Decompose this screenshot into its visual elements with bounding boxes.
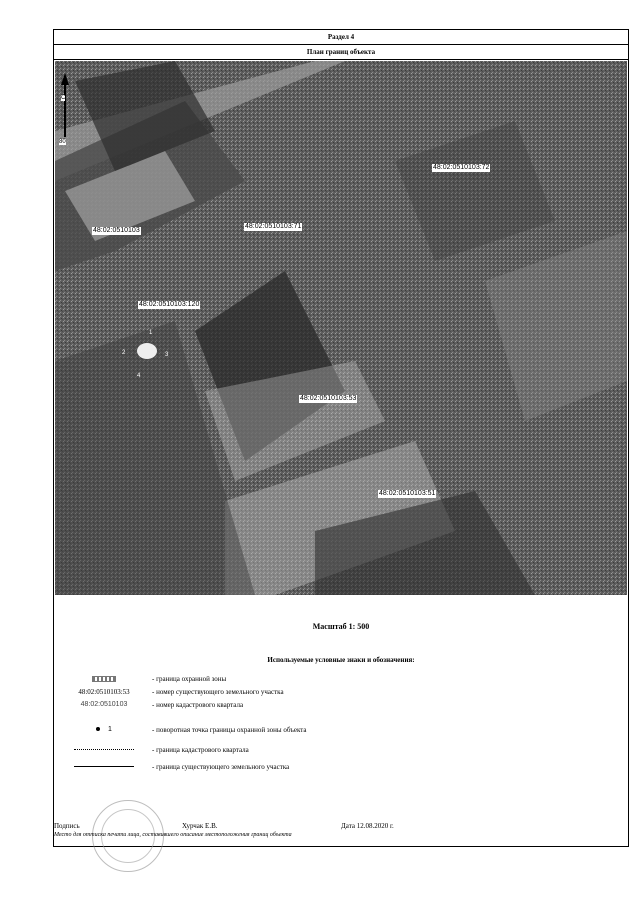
legend-text: - номер существующего земельного участка [152,688,284,696]
parcel-label: 48:02:0510103:53 [300,395,357,402]
quarter-label: 48:02:0510103 [93,227,140,234]
stamp-note: Место для оттиска печати лица, составившего описание местоположения границ объекта [54,832,292,838]
legend-item [54,724,630,736]
legend-text: - номер кадастрового квартала [152,701,244,709]
legend-item [54,744,630,756]
protection-zone-boundary-icon [54,673,154,682]
document-frame [53,29,629,847]
legend-text: - граница кадастрового квартала [152,746,249,754]
legend-text: - поворотная точка границы охранной зоны объекта [152,726,307,734]
quarter-number-sample: 48:02:0510103 [80,701,128,708]
parcel-label: 48:02:0510103:71 [245,223,302,230]
parcel-label: 48:02:0510103:51 [379,490,436,497]
legend-item [54,761,630,773]
legend-title: Используемые условные знаки и обозначения: [267,656,415,664]
section-header: Раздел 4 [54,30,628,45]
legend-text: - граница охранной зоны [152,675,227,683]
turning-point-label: 3 [165,352,169,358]
turning-point-icon [54,724,154,736]
legend-text: - граница существующего земельного участка [152,763,290,771]
north-label: С [61,95,66,101]
plan-title: План границ объекта [54,45,628,60]
turning-point-sample-label: 1 [108,726,112,733]
scale-marker: 80 [59,139,66,145]
cadastral-boundary-icon [54,744,154,750]
legend-item [54,673,630,685]
legend-item [54,686,630,698]
parcel-boundary-icon [54,761,154,767]
parcel-label: 48:02:0510103:120 [139,301,200,308]
map-scale: Масштаб 1: 500 [312,622,370,631]
aerial-map[interactable] [55,61,627,595]
turning-point-label: 1 [149,330,153,336]
signature-label: Подпись [54,822,80,830]
signer-name: Хурчак Е.В. [182,822,218,830]
turning-point-label: 2 [122,350,126,356]
legend-item [54,699,630,711]
aerial-imagery [55,61,627,595]
parcel-number-sample: 48:02:0510103:53 [78,688,130,696]
turning-point-label: 4 [137,373,141,379]
signature-date: Дата 12.08.2020 г. [341,822,394,830]
parcel-label: 48:02:0510103:72 [433,164,490,171]
